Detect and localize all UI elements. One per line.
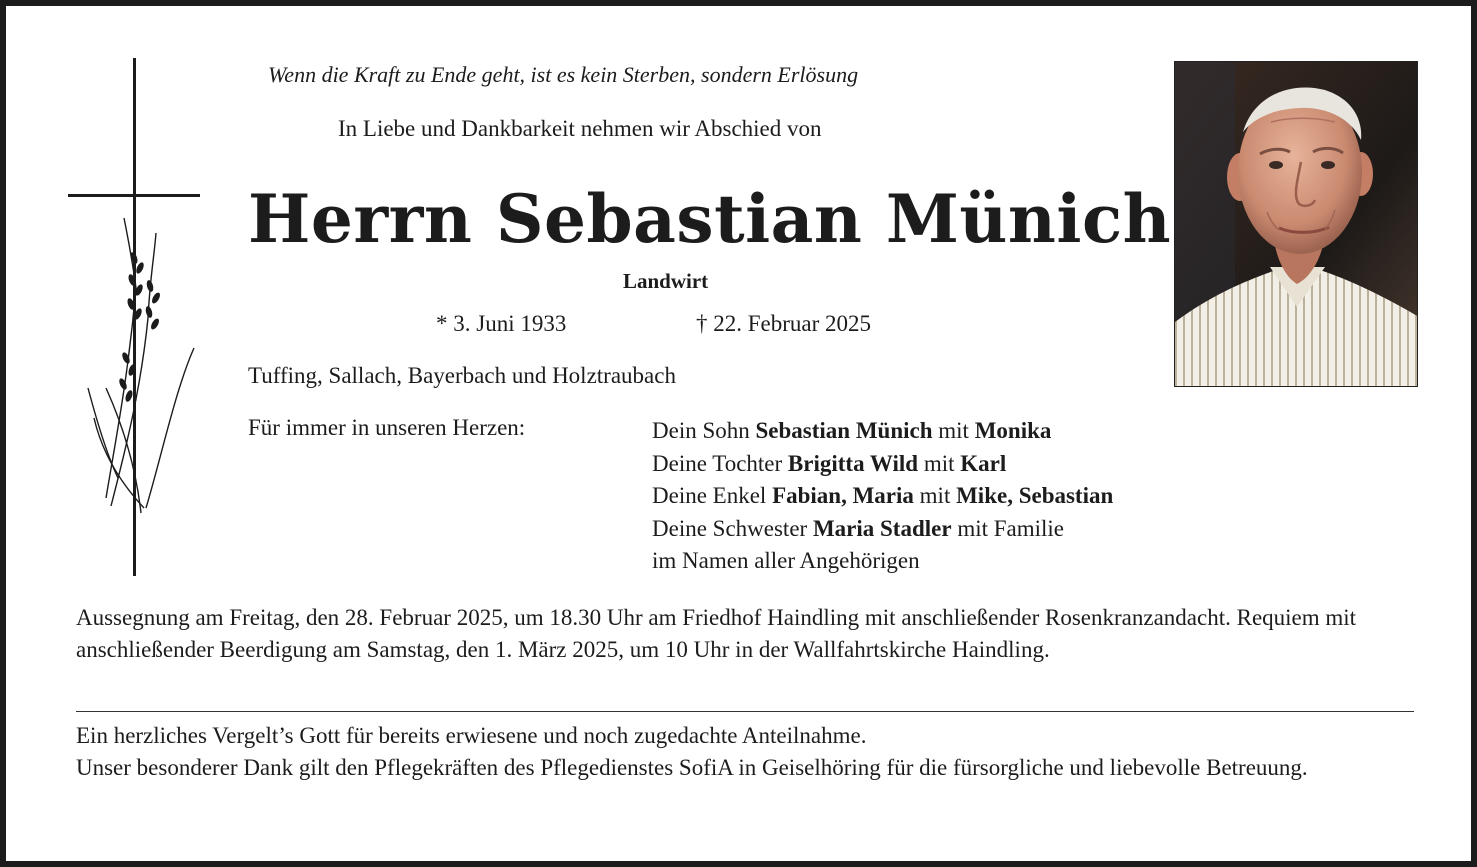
occupation: Landwirt [623,269,709,293]
mourner-line: Deine Tochter Brigitta Wild mit Karl [652,450,1007,476]
mourner-name: Mike, Sebastian [956,483,1114,508]
portrait-photo [1174,61,1418,387]
motto: Wenn die Kraft zu Ende geht, ist es kein Sterben, sondern Erlösung [268,62,859,87]
mourner-name: Monika [974,418,1052,443]
intro-text: In Liebe und Dankbarkeit nehmen wir Abschied von [338,116,822,141]
thanks-text [76,720,1416,784]
mourners-label: Für immer in unseren Herzen: [248,415,526,440]
divider [76,711,1414,712]
thanks-line: Unser besonderer Dank gilt den Pflegekräften des Pflegedienstes SofiA in Geiselhöring für die fürsorgliche und liebevolle Betreuung. [76,755,1308,780]
mourner-name: Sebastian Münich [755,418,933,443]
portrait-illustration [1175,62,1418,387]
service-info: Aussegnung am Freitag, den 28. Februar 2025, um 18.30 Uhr am Friedhof Haindling mit anschließender Rosenkranzandacht. Requiem mit anschließender Beerdigung am Samstag, den 1. März 2025, um 10 Uhr in der Wallfahrtskirche Haindling. [76,605,1357,662]
birth-date: * 3. Juni 1933 [436,311,567,336]
mourner-line: im Namen aller Angehörigen [652,548,920,573]
places: Tuffing, Sallach, Bayerbach und Holztraubach [248,363,676,388]
cross-with-wheat-icon [66,58,206,578]
mourner-line: Deine Enkel Fabian, Maria mit Mike, Sebastian [652,483,1114,508]
mourners-list [652,415,1113,578]
mourner-name: Fabian, Maria [772,483,914,508]
deceased-name: Herrn Sebastian Münich [248,180,1172,258]
mourner-line: Deine Schwester Maria Stadler mit Familie [652,515,1065,541]
mourner-line: Dein Sohn Sebastian Münich mit Monika [652,418,1052,443]
mourner-name: Brigitta Wild [787,450,919,476]
thanks-line: Ein herzliches Vergelt’s Gott für bereits erwiesene und noch zugedachte Anteilnahme. [76,723,867,748]
mourner-name: Karl [960,450,1007,476]
mourner-name: Maria Stadler [812,515,952,541]
death-date: † 22. Februar 2025 [696,311,872,336]
